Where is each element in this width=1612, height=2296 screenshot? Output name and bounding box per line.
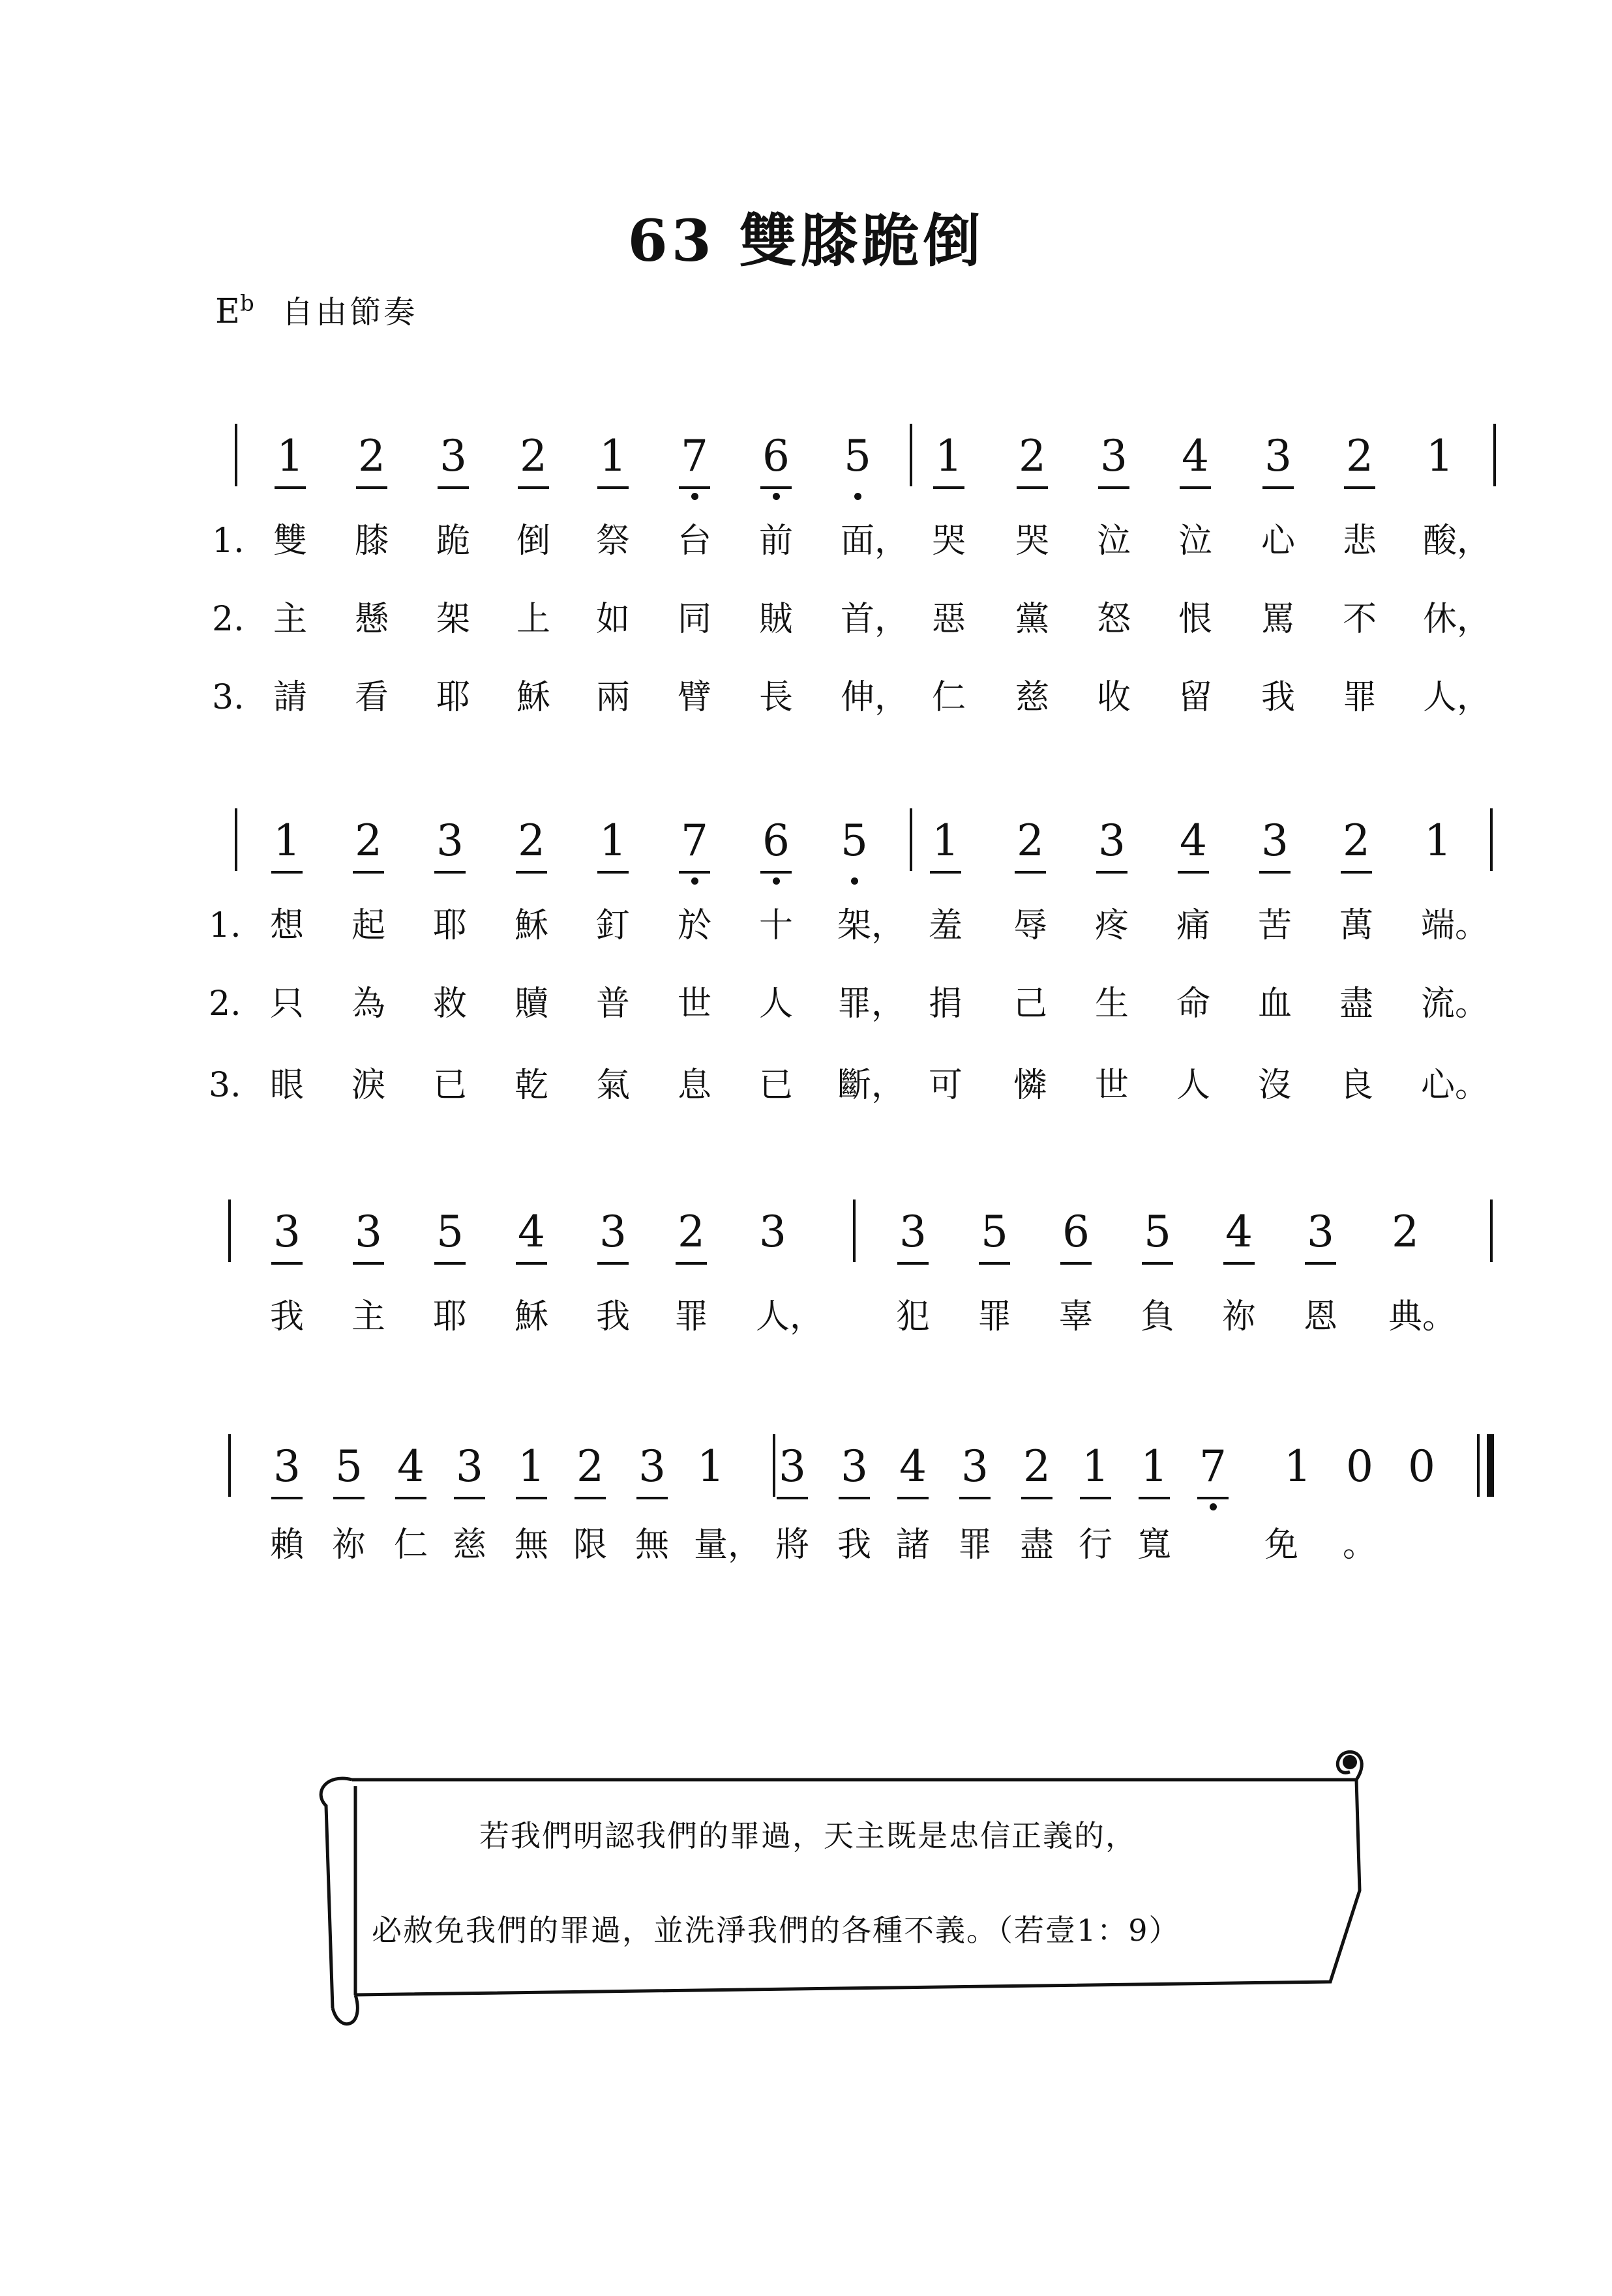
- lyric-char: 台: [678, 522, 712, 561]
- note-digit: 5: [841, 816, 868, 866]
- note-digit: 2: [355, 816, 382, 866]
- lyric-char: 將: [775, 1525, 810, 1565]
- lyric-char: 臂: [678, 678, 712, 717]
- note-digit: 3: [1307, 1207, 1334, 1257]
- lyric-char: 黨: [1015, 600, 1050, 639]
- lyric-char: 十: [759, 906, 794, 945]
- lyric-char: 仁: [932, 678, 966, 717]
- note-digit: 1: [1424, 816, 1452, 866]
- lyric-char: 救: [433, 984, 468, 1023]
- verse-number: 1.: [209, 906, 241, 945]
- note-digit: 4: [397, 1441, 425, 1492]
- lyric-char: 息: [678, 1066, 712, 1105]
- lyric-char: 收: [1097, 678, 1131, 717]
- note-digit: 4: [1180, 816, 1207, 866]
- note-digit: 7: [681, 431, 708, 481]
- lyric-char: 賊: [759, 600, 794, 639]
- note-digit: 6: [762, 816, 790, 866]
- lyric-char: 世: [1095, 1066, 1129, 1105]
- note-digit: 3: [961, 1441, 989, 1492]
- lyric-char: 如: [596, 600, 631, 639]
- lyric-char: 主: [351, 1297, 386, 1336]
- note-digit: 3: [456, 1441, 483, 1492]
- lyric-char: 痛: [1176, 906, 1211, 945]
- note-digit: 2: [1392, 1207, 1419, 1257]
- note-digit: 5: [335, 1441, 363, 1492]
- lyric-char: 兩: [596, 678, 631, 717]
- key-accidental: b: [239, 290, 254, 317]
- note-digit: 2: [678, 1207, 705, 1257]
- note-digit: 3: [1261, 816, 1289, 866]
- lyric-char: 贖: [515, 984, 549, 1023]
- lyric-char: 罪: [1343, 678, 1377, 717]
- lyric-char: 同: [678, 600, 712, 639]
- lyric-char: 流。: [1421, 984, 1489, 1023]
- scroll-verse-line-2: 必赦免我們的罪過，並洗淨我們的各種不義。（若壹1：9）: [372, 1913, 1180, 1948]
- note-digit: 5: [436, 1207, 464, 1257]
- lyric-char: 穌: [516, 678, 551, 717]
- note-digit: 6: [1062, 1207, 1090, 1257]
- lyric-char: 首，: [841, 600, 909, 639]
- lyric-char: 架: [436, 600, 471, 639]
- note-digit: 1: [1141, 1441, 1168, 1492]
- lyric-char: 怒: [1097, 600, 1131, 639]
- lyric-char: 上: [516, 600, 551, 639]
- lyric-char: 泣: [1178, 522, 1213, 561]
- note-digit: 4: [1182, 431, 1209, 481]
- lyric-char: 祢: [332, 1525, 366, 1565]
- page-title: 63 雙膝跪倒: [627, 207, 985, 274]
- note-digit: 2: [576, 1441, 604, 1492]
- lyric-char: 人，: [1423, 678, 1491, 717]
- note-digit: 3: [899, 1207, 927, 1257]
- lyric-char: 仁: [394, 1525, 428, 1565]
- lyric-char: 主: [273, 600, 308, 639]
- lyric-char: 諸: [896, 1525, 931, 1565]
- lyric-char: 盡: [1339, 984, 1374, 1023]
- note-digit: 3: [1100, 431, 1127, 481]
- lyric-char: 捐: [929, 984, 963, 1023]
- lyric-char: 氣: [596, 1066, 631, 1105]
- lyric-char: 為: [351, 984, 386, 1023]
- verse-number: 2.: [212, 600, 245, 639]
- lyric-char: 我: [596, 1297, 631, 1336]
- lyric-char: 生: [1095, 984, 1129, 1023]
- lyric-char: 請: [273, 678, 308, 717]
- lyric-char: 已: [759, 1066, 794, 1105]
- note-digit: 4: [899, 1441, 927, 1492]
- lyric-char: 辜: [1059, 1297, 1094, 1336]
- lyric-char: 罵: [1261, 600, 1296, 639]
- lyric-char: 我: [1261, 678, 1296, 717]
- note-digit: 3: [273, 1207, 301, 1257]
- lyric-char: 罪: [958, 1525, 993, 1565]
- lyric-char: 倒: [516, 522, 551, 561]
- note-digit: 1: [599, 431, 627, 481]
- note-digit: 3: [599, 1207, 627, 1257]
- note-digit: 3: [841, 1441, 868, 1492]
- lyric-char: 無: [515, 1525, 549, 1565]
- lyric-char: 罪: [978, 1297, 1012, 1336]
- lyric-char: 盡: [1020, 1525, 1054, 1565]
- lyric-char: 寬: [1137, 1525, 1172, 1565]
- lyric-char: 慈: [453, 1525, 487, 1565]
- lyric-char: 已: [433, 1066, 468, 1105]
- lyric-char: 穌: [515, 906, 549, 945]
- note-digit: 3: [1264, 431, 1292, 481]
- lyric-char: 架，: [837, 906, 906, 945]
- lyric-char: 只: [270, 984, 305, 1023]
- note-digit: 3: [759, 1207, 786, 1257]
- verse-number: 1.: [212, 522, 245, 561]
- lyric-char: 世: [678, 984, 712, 1023]
- note-digit: 1: [599, 816, 627, 866]
- scroll-curl-icon: [1343, 1755, 1357, 1769]
- lyric-char: 可: [929, 1066, 963, 1105]
- note-digit: 1: [276, 431, 304, 481]
- lyric-char: 祭: [596, 522, 631, 561]
- lyric-char: 斷，: [837, 1066, 906, 1105]
- lyric-char: 行: [1079, 1525, 1113, 1565]
- lyric-char: 耶: [433, 1297, 468, 1336]
- lyric-char: 乾: [515, 1066, 549, 1105]
- lyric-char: 量，: [694, 1525, 762, 1565]
- lyric-char: 不: [1343, 600, 1377, 639]
- lyric-char: 負: [1141, 1297, 1175, 1336]
- lyric-char: 哭: [1015, 522, 1050, 561]
- lyric-char: 良: [1339, 1066, 1374, 1105]
- note-digit: 5: [981, 1207, 1008, 1257]
- lyric-char: 休，: [1423, 600, 1491, 639]
- lyric-char: 耶: [433, 906, 468, 945]
- lyric-char: 。: [1343, 1525, 1377, 1565]
- lyric-char: 限: [573, 1525, 608, 1565]
- tempo-marking: 自由節奏: [282, 294, 418, 331]
- note-digit: 5: [844, 431, 871, 481]
- lyric-char: 雙: [273, 522, 308, 561]
- lyric-char: 留: [1178, 678, 1213, 717]
- note-digit: 3: [273, 1441, 301, 1492]
- lyric-char: 惡: [932, 600, 966, 639]
- lyric-char: 萬: [1339, 906, 1374, 945]
- lyric-char: 辱: [1013, 906, 1048, 945]
- lyric-char: 普: [596, 984, 631, 1023]
- lyric-char: 無: [635, 1525, 670, 1565]
- lyric-char: 穌: [515, 1297, 549, 1336]
- key-letter: E: [215, 292, 240, 331]
- lyric-char: 己: [1013, 984, 1048, 1023]
- note-digit: 2: [1023, 1441, 1051, 1492]
- lyric-char: 釘: [596, 906, 631, 945]
- lyric-char: 犯: [896, 1297, 931, 1336]
- lyric-char: 罪，: [837, 984, 906, 1023]
- note-digit: 2: [518, 816, 545, 866]
- note-digit: 3: [436, 816, 464, 866]
- lyric-char: 疼: [1095, 906, 1129, 945]
- lyric-char: 典。: [1388, 1297, 1457, 1336]
- lyric-char: 人: [1176, 1066, 1211, 1105]
- lyric-char: 眼: [270, 1066, 305, 1105]
- lyric-char: 祢: [1222, 1297, 1257, 1336]
- note-digit: 2: [1343, 816, 1370, 866]
- lyric-char: 於: [678, 906, 712, 945]
- lyric-char: 人: [759, 984, 794, 1023]
- note-digit: 3: [779, 1441, 806, 1492]
- lyric-char: 我: [270, 1297, 305, 1336]
- lyric-char: 長: [759, 678, 794, 717]
- lyric-char: 恩: [1304, 1297, 1338, 1336]
- lyric-char: 伸，: [841, 678, 909, 717]
- note-digit: 2: [358, 431, 385, 481]
- lyric-char: 憐: [1013, 1066, 1048, 1105]
- verse-number: 3.: [209, 1066, 241, 1105]
- lyric-char: 沒: [1258, 1066, 1292, 1105]
- lyric-char: 前: [759, 522, 794, 561]
- note-digit: 0: [1346, 1441, 1373, 1492]
- verse-number: 2.: [209, 984, 241, 1023]
- lyric-char: 酸，: [1423, 522, 1491, 561]
- lyric-char: 耶: [436, 678, 471, 717]
- lyric-char: 看: [355, 678, 389, 717]
- note-digit: 0: [1408, 1441, 1435, 1492]
- note-digit: 1: [1082, 1441, 1109, 1492]
- lyric-char: 起: [351, 906, 386, 945]
- lyric-char: 端。: [1421, 906, 1489, 945]
- note-digit: 3: [440, 431, 467, 481]
- note-digit: 1: [1426, 431, 1454, 481]
- note-digit: 5: [1144, 1207, 1171, 1257]
- lyric-char: 心。: [1421, 1066, 1489, 1105]
- note-digit: 7: [1199, 1441, 1227, 1492]
- note-digit: 2: [1017, 816, 1044, 866]
- lyric-char: 我: [837, 1525, 872, 1565]
- lyric-char: 跪: [436, 522, 471, 561]
- lyric-char: 苦: [1258, 906, 1292, 945]
- note-digit: 1: [935, 431, 963, 481]
- note-digit: 4: [1225, 1207, 1253, 1257]
- lyric-char: 慈: [1015, 678, 1050, 717]
- lyric-char: 血: [1258, 984, 1292, 1023]
- lyric-char: 面，: [841, 522, 909, 561]
- note-digit: 4: [518, 1207, 545, 1257]
- lyric-char: 命: [1176, 984, 1211, 1023]
- note-digit: 1: [932, 816, 959, 866]
- lyric-char: 人，: [756, 1297, 824, 1336]
- lyric-char: 恨: [1178, 600, 1213, 639]
- lyric-char: 心: [1261, 522, 1296, 561]
- lyric-char: 免: [1264, 1525, 1299, 1565]
- lyric-char: 哭: [932, 522, 966, 561]
- note-digit: 1: [518, 1441, 545, 1492]
- note-digit: 6: [762, 431, 790, 481]
- scroll-verse-line-1: 若我們明認我們的罪過，天主既是忠信正義的，: [479, 1818, 1137, 1853]
- lyric-char: 泣: [1097, 522, 1131, 561]
- verse-number: 3.: [212, 678, 245, 717]
- lyric-char: 想: [270, 906, 305, 945]
- note-digit: 1: [697, 1441, 724, 1492]
- note-digit: 3: [638, 1441, 666, 1492]
- lyric-char: 羞: [929, 906, 963, 945]
- note-digit: 3: [355, 1207, 382, 1257]
- lyric-char: 賴: [270, 1525, 305, 1565]
- note-digit: 2: [1346, 431, 1373, 481]
- note-digit: 1: [1284, 1441, 1311, 1492]
- lyric-char: 膝: [355, 522, 389, 561]
- note-digit: 7: [681, 816, 708, 866]
- note-digit: 2: [520, 431, 547, 481]
- note-digit: 3: [1098, 816, 1126, 866]
- note-digit: 1: [273, 816, 301, 866]
- note-digit: 2: [1019, 431, 1046, 481]
- lyric-char: 悲: [1343, 522, 1377, 561]
- lyric-char: 懸: [355, 600, 389, 639]
- lyric-char: 淚: [351, 1066, 386, 1105]
- lyric-char: 罪: [674, 1297, 709, 1336]
